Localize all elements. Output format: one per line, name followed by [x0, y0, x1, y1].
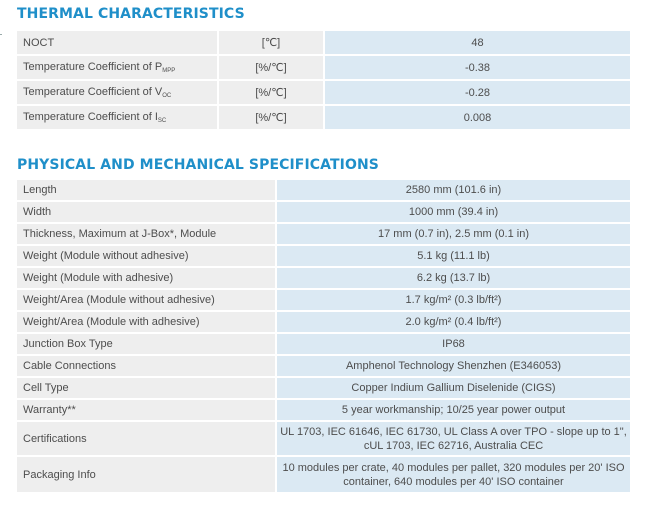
table-row [17, 80, 630, 105]
table-row [17, 355, 630, 377]
row-value: 48 [324, 31, 630, 55]
row-label-subscript: OC [162, 93, 172, 99]
table-row [17, 421, 630, 456]
row-label: Width [17, 201, 276, 223]
row-value: Amphenol Technology Shenzhen (E346053) [276, 355, 630, 377]
table-row [17, 223, 630, 245]
row-value: 17 mm (0.7 in), 2.5 mm (0.1 in) [276, 223, 630, 245]
row-value: 5 year workmanship; 10/25 year power output [276, 399, 630, 421]
row-value: 1000 mm (39.4 in) [276, 201, 630, 223]
row-value: -0.38 [324, 55, 630, 80]
table-row [17, 311, 630, 333]
row-label: Cable Connections [17, 355, 276, 377]
row-label: Warranty** [17, 399, 276, 421]
row-value: 0.008 [324, 105, 630, 130]
row-label: NOCT [17, 31, 218, 55]
table-row [17, 105, 630, 130]
row-label: Weight (Module without adhesive) [17, 245, 276, 267]
thermal-characteristics-table [17, 31, 630, 131]
table-row [17, 289, 630, 311]
row-label: Weight/Area (Module without adhesive) [17, 289, 276, 311]
row-label: Packaging Info [17, 456, 276, 493]
table-row [17, 31, 630, 55]
row-value: 5.1 kg (11.1 lb) [276, 245, 630, 267]
table-row [17, 201, 630, 223]
row-value-line: cUL 1703, IEC 62716, Australia CEC [363, 439, 544, 452]
table-row [17, 180, 630, 201]
row-value: -0.28 [324, 80, 630, 105]
table-row [17, 377, 630, 399]
row-label: Temperature Coefficient of $V_{OC}$ [17, 80, 218, 105]
row-value: 6.2 kg (13.7 lb) [276, 267, 630, 289]
row-unit: [%/℃] [218, 105, 324, 130]
table-row [17, 399, 630, 421]
row-unit: [%/℃] [218, 55, 324, 80]
row-value: Copper Indium Gallium Diselenide (CIGS) [276, 377, 630, 399]
row-label: Weight (Module with adhesive) [17, 267, 276, 289]
row-label: Cell Type [17, 377, 276, 399]
table-row [17, 55, 630, 80]
row-label: Junction Box Type [17, 333, 276, 355]
row-value [276, 456, 630, 493]
row-label: Weight/Area (Module with adhesive) [17, 311, 276, 333]
row-label-subscript: MPP [162, 68, 176, 74]
row-value-line: UL 1703, IEC 61646, IEC 61730, UL Class A over TPO - slope up to 1", [280, 425, 627, 438]
row-value-line: 10 modules per crate, 40 modules per pallet, 320 modules per 20' ISO [282, 461, 625, 474]
row-label: Length [17, 180, 276, 201]
table-row [17, 267, 630, 289]
row-value: 2.0 kg/m² (0.4 lb/ft²) [276, 311, 630, 333]
table-row [17, 245, 630, 267]
row-label: Temperature Coefficient of $P_{MPP}$ [17, 55, 218, 80]
row-unit: [℃] [218, 31, 324, 55]
row-label: Certifications [17, 421, 276, 456]
row-label: Temperature Coefficient of $I_{SC}$ [17, 105, 218, 130]
row-label-subscript: SC [157, 118, 167, 124]
physical-specifications-table [17, 180, 630, 494]
row-value: 2580 mm (101.6 in) [276, 180, 630, 201]
table-row [17, 456, 630, 493]
edge-mark [0, 34, 2, 35]
row-value-line: container, 640 modules per 40' ISO container [343, 475, 564, 488]
table-row [17, 333, 630, 355]
row-value [276, 421, 630, 456]
row-value: 1.7 kg/m² (0.3 lb/ft²) [276, 289, 630, 311]
physical-section-title: PHYSICAL AND MECHANICAL SPECIFICATIONS [17, 157, 379, 173]
row-unit: [%/℃] [218, 80, 324, 105]
row-label: Thickness, Maximum at J-Box*, Module [17, 223, 276, 245]
thermal-section-title: THERMAL CHARACTERISTICS [17, 6, 245, 22]
row-value: IP68 [276, 333, 630, 355]
